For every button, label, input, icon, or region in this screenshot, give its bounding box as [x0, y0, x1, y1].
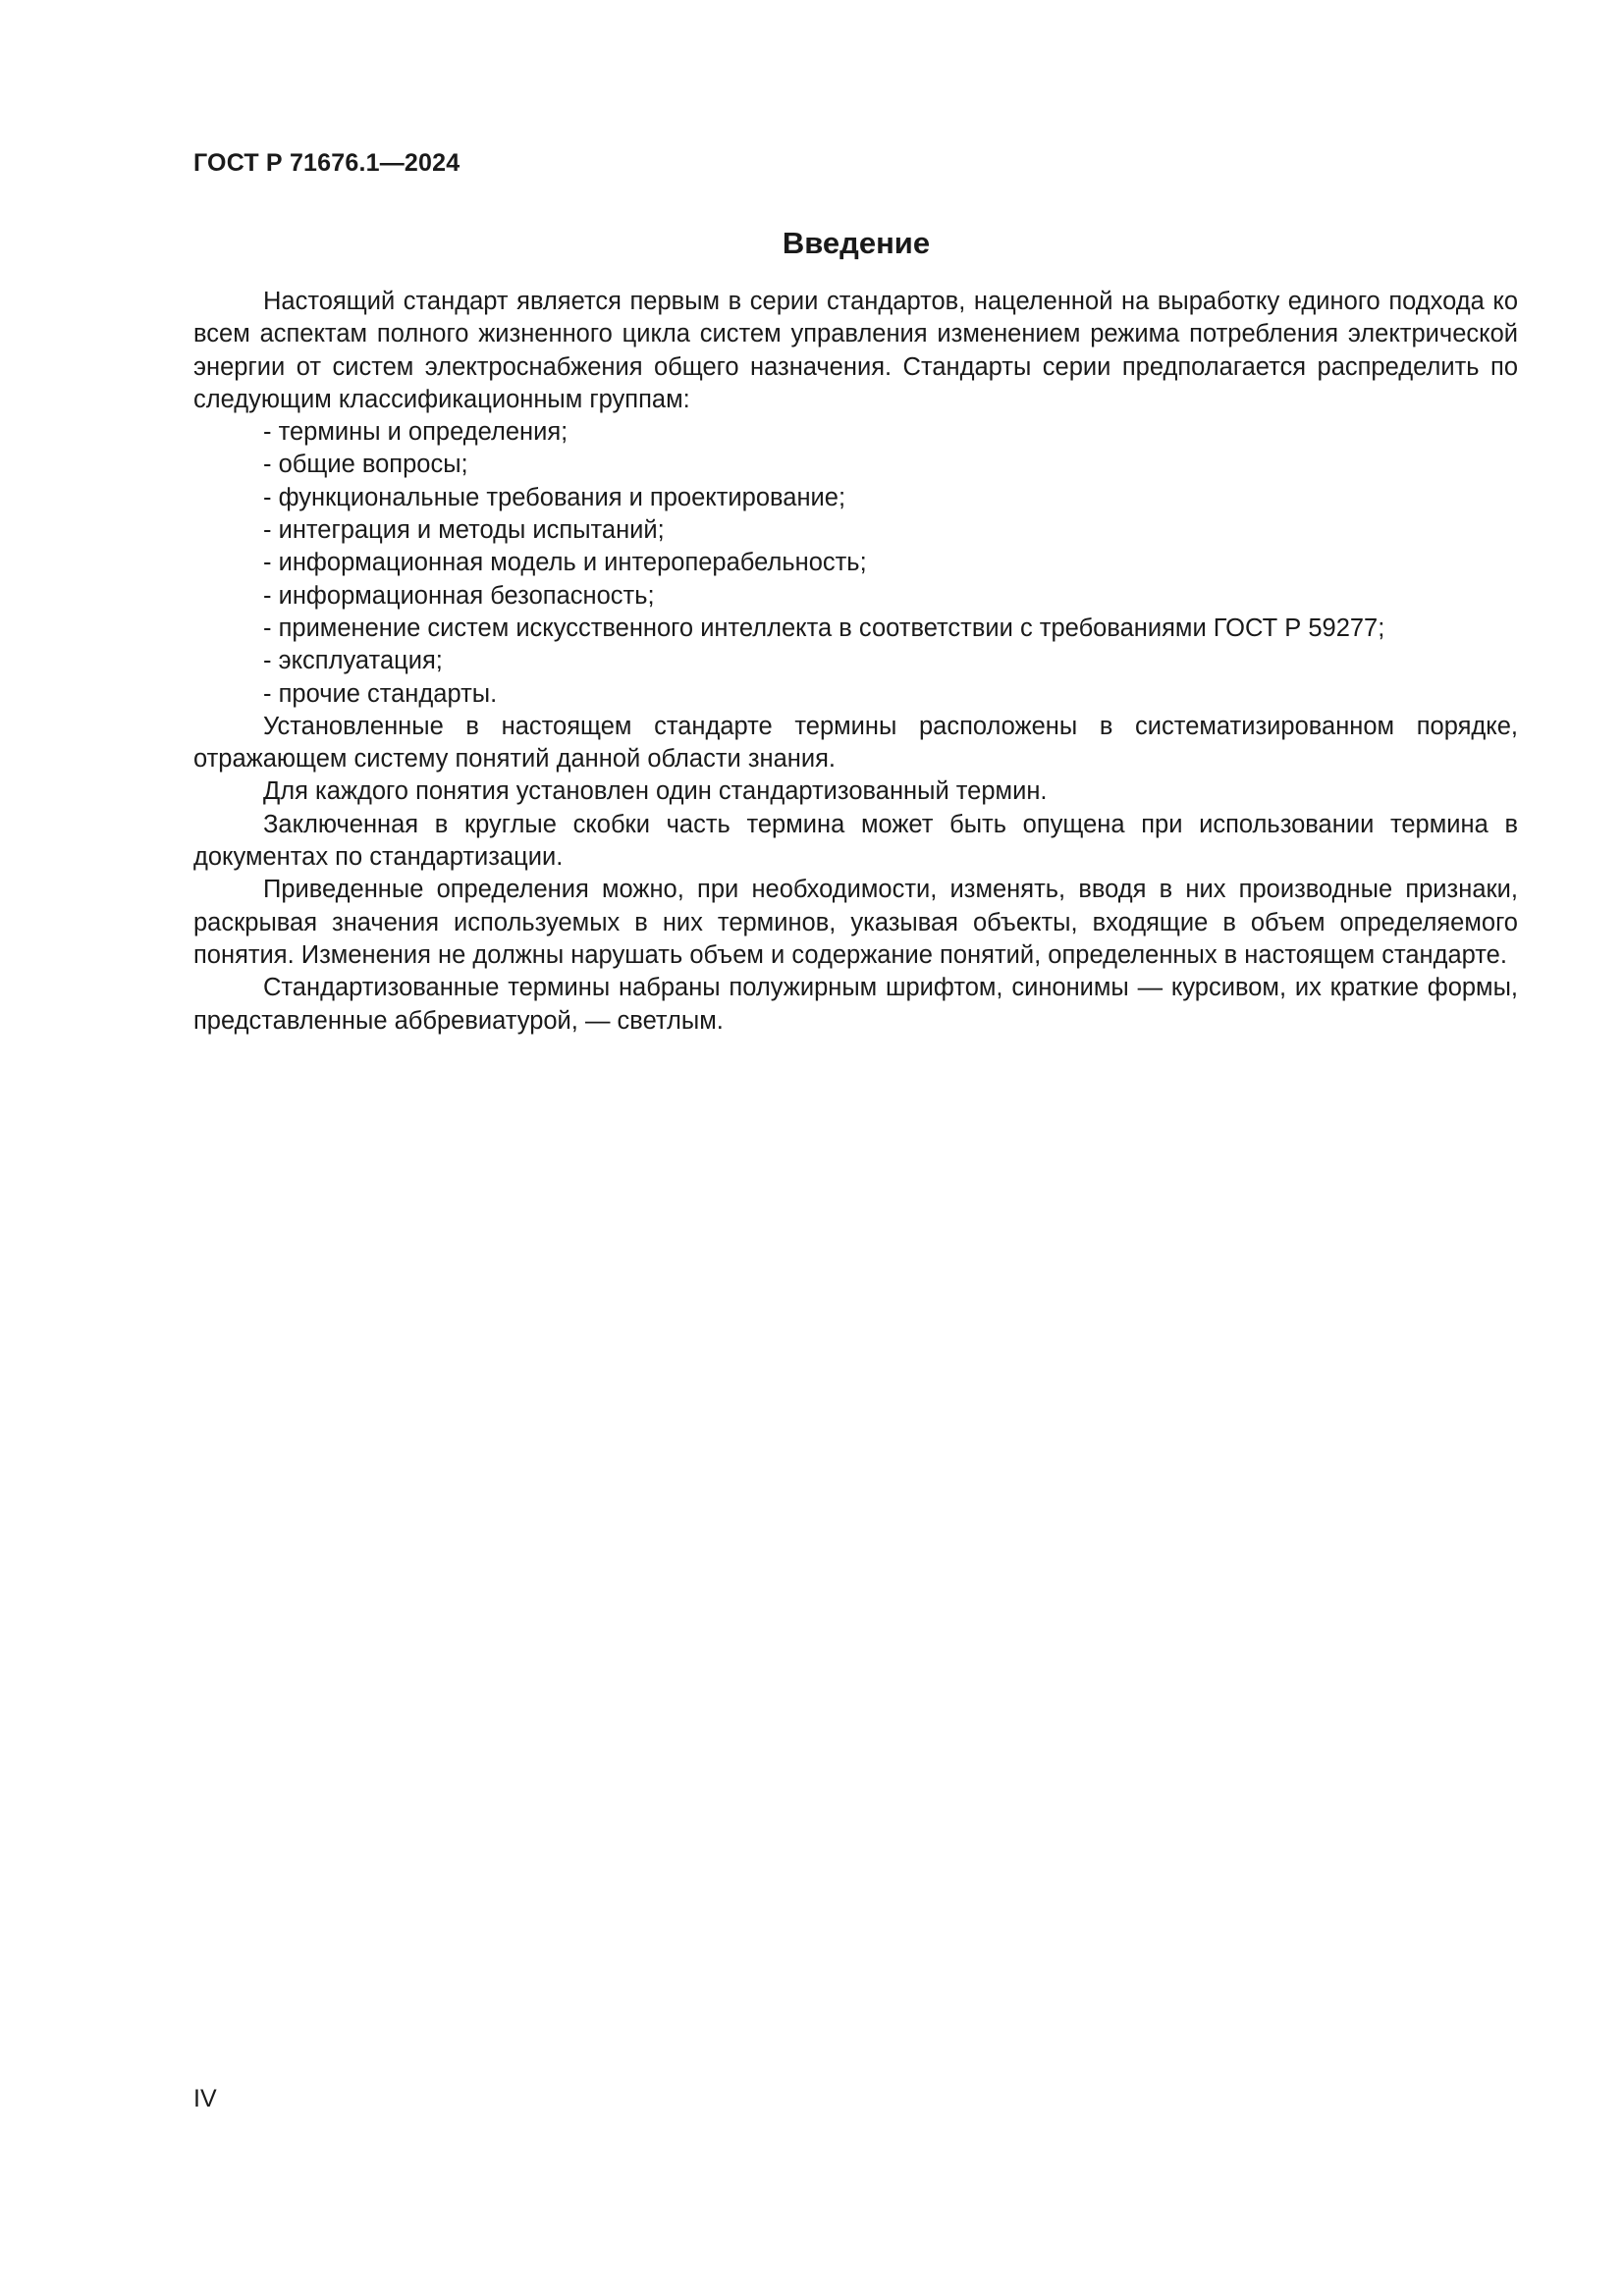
- classification-groups-list: [193, 416, 1518, 711]
- list-item: - применение систем искусственного интеллекта в соответствии с требованиями ГОСТ Р 59277;: [263, 614, 1385, 642]
- list-item: - интеграция и методы испытаний;: [263, 516, 665, 545]
- list-item: - общие вопросы;: [263, 451, 468, 479]
- document-body: [193, 286, 1518, 1038]
- list-item: - информационная модель и интероперабельность;: [263, 549, 867, 577]
- section-title: Введение: [782, 226, 931, 260]
- list-item: - термины и определения;: [263, 418, 568, 447]
- paragraph: Установленные в настоящем стандарте термины расположены в систематизированном порядке, отражающем систему понятий данной области знания.: [193, 712, 1518, 774]
- document-code: ГОСТ Р 71676.1—2024: [193, 149, 460, 177]
- paragraph: Заключенная в круглые скобки часть термина может быть опущена при использовании термина в документах по стандартизации.: [193, 810, 1518, 872]
- paragraph: Приведенные определения можно, при необходимости, изменять, вводя в них производные признаки, раскрывая значения используемых в них терминов, указывая объекты, входящие в объем определяемого понятия. Изменения не должны нарушать объем и содержание понятий, определенных в настоящем стандарте.: [193, 876, 1518, 969]
- list-item: - функциональные требования и проектирование;: [263, 483, 846, 511]
- page-number: IV: [193, 2085, 217, 2112]
- paragraph: Для каждого понятия установлен один стандартизованный термин.: [263, 777, 1048, 806]
- paragraph: Стандартизованные термины набраны полужирным шрифтом, синонимы — курсивом, их краткие формы, представленные аббревиатурой, — светлым.: [193, 974, 1518, 1035]
- list-item: - прочие стандарты.: [263, 679, 498, 708]
- intro-paragraph: Настоящий стандарт является первым в серии стандартов, нацеленной на выработку единого подхода ко всем аспектам полного жизненного цикла систем управления изменением режима потребления электрической энергии от систем электроснабжения общего назначения. Стандарты серии предполагается распределить по следующим классификационным группам:: [193, 288, 1518, 413]
- list-item: - информационная безопасность;: [263, 581, 655, 610]
- list-item: - эксплуатация;: [263, 647, 443, 675]
